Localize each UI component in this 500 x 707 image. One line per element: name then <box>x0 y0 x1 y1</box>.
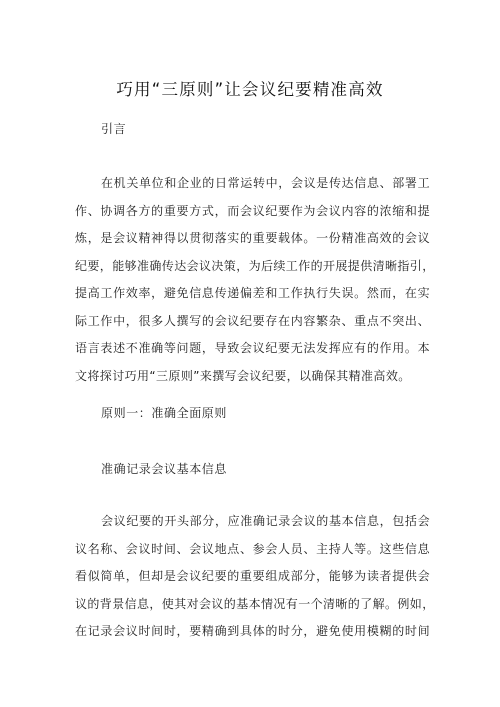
intro-paragraph <box>75 170 435 390</box>
paragraph-line: 作、协调各方的重要方式，而会议纪要作为会议内容的浓缩和提 <box>75 203 430 218</box>
section-heading-intro: 引言 <box>101 122 127 136</box>
paragraph-line: 文将探讨巧用“三原则”来撰写会议纪要，以确保其精准高效。 <box>75 368 411 383</box>
paragraph-line: 语言表述不准确等问题，导致会议纪要无法发挥应有的作用。本 <box>75 341 430 355</box>
paragraph-line: 在记录会议时间时，要精确到具体的时分，避免使用模糊的时间 <box>75 624 430 638</box>
paragraph-line: 纪要，能够准确传达会议决策，为后续工作的开展提供清晰指引， <box>75 258 435 273</box>
document-title: 巧用“三原则”让会议纪要精准高效 <box>116 80 384 99</box>
paragraph-line: 议名称、会议时间、会议地点、参会人员、主持人等。这些信息 <box>75 541 430 556</box>
paragraph-line: 在机关单位和企业的日常运转中，会议是传达信息、部署工 <box>101 176 430 190</box>
paragraph-line: 看似简单，但却是会议纪要的重要组成部分，能够为读者提供会 <box>75 569 430 583</box>
paragraph-line: 议的背景信息，使其对会议的基本情况有一个清晰的了解。例如， <box>75 596 435 611</box>
paragraph-line: 会议纪要的开头部分，应准确记录会议的基本信息，包括会 <box>101 514 430 528</box>
paragraph-line: 炼，是会议精神得以贯彻落实的重要载体。一份精准高效的会议 <box>75 231 430 245</box>
section-heading-principle-one: 原则一：准确全面原则 <box>101 406 228 420</box>
paragraph-line: 提高工作效率，避免信息传递偏差和工作执行失误。然而，在实 <box>75 286 430 300</box>
basic-info-paragraph <box>75 508 435 646</box>
paragraph-line: 际工作中，很多人撰写的会议纪要存在内容繁杂、重点不突出、 <box>75 313 430 328</box>
subsection-heading-basic-info: 准确记录会议基本信息 <box>101 462 228 476</box>
